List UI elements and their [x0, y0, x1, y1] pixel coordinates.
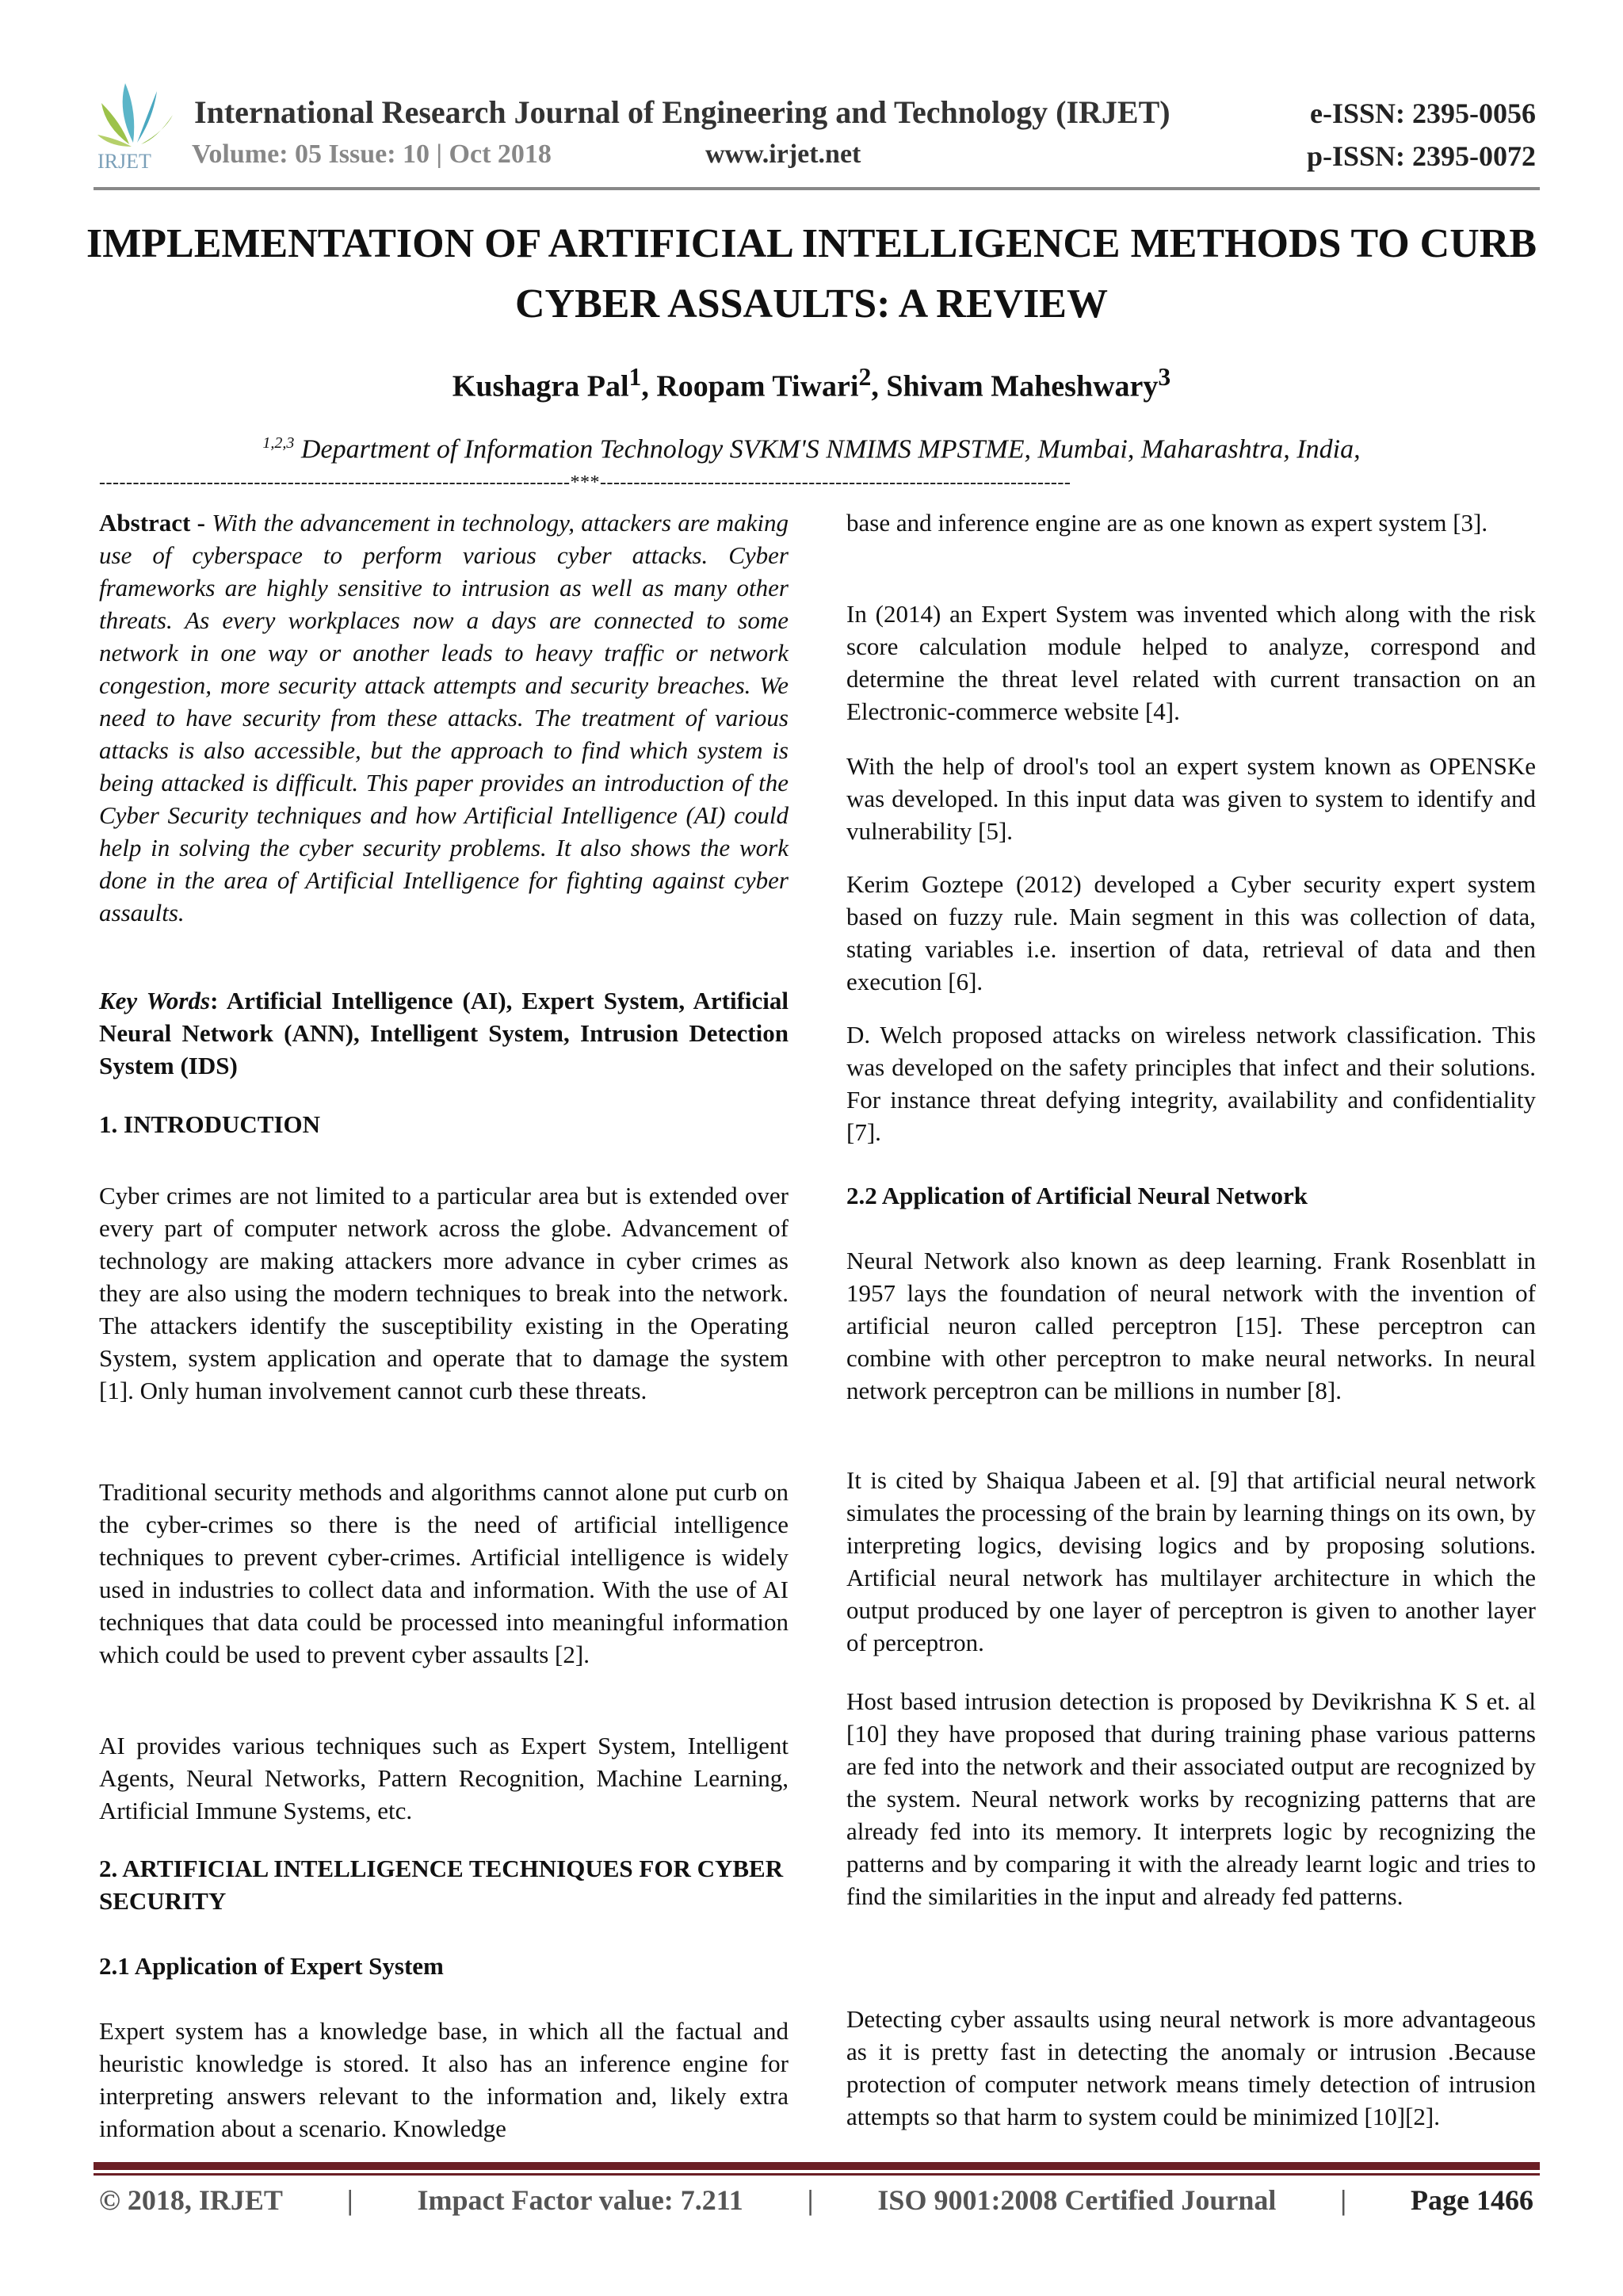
- journal-name: International Research Journal of Engineering and Technology (IRJET): [194, 94, 1170, 130]
- footer-rule: [94, 2162, 1540, 2170]
- paragraph: Cyber crimes are not limited to a particular area but is extended over every part of computer network across the globe. Advancement of technology are making attackers more advance in cyber crimes as they are also using the modern techniques to break into the network. The attackers identify the susceptibility existing in the Operating System, system application and operate that to damage the system [1]. Only human involvement cannot curb these threats.: [99, 1182, 789, 1404]
- subsection-heading: 2.2 Application of Artificial Neural Network: [846, 1182, 1308, 1209]
- iso-certification: ISO 9001:2008 Certified Journal: [877, 2184, 1277, 2216]
- subsection-heading: 2.1 Application of Expert System: [99, 1952, 444, 1980]
- section-heading: 1. INTRODUCTION: [99, 1110, 321, 1138]
- svg-text:IRJET: IRJET: [97, 150, 151, 173]
- author: Shivam Maheshwary: [886, 369, 1159, 403]
- keywords-label: Key Words: [99, 987, 211, 1014]
- paragraph: base and inference engine are as one known as expert system [3].: [846, 509, 1488, 537]
- irjet-logo: [94, 79, 181, 174]
- abstract-label: Abstract -: [99, 509, 212, 537]
- paragraph: Traditional security methods and algorithms cannot alone put curb on the cyber-crimes so there is the need of artificial intelligence techniques to prevent cyber-crimes. Artificial intelligence is widely used in industries to collect data and information. With the use of AI techniques that data could be processed into meaningful information which could be used to prevent cyber assaults [2].: [99, 1478, 789, 1668]
- author-sup: 2: [858, 363, 872, 391]
- abstract-text: With the advancement in technology, attackers are making use of cyberspace to perform various cyber attacks. Cyber frameworks are highly sensitive to intrusion as well as many other threats. As every workplaces now a days are connected to some network in one way or another leads to heavy traffic or network congestion, more security attack attempts and security breaches. We need to have security from these attacks. The treatment of various attacks is also accessible, but the approach to find which system is being attacked is difficult. This paper provides an introduction of the Cyber Security techniques and how Artificial Intelligence (AI) could help in solving the cyber security problems. It also shows the work done in the area of Artificial Intelligence for fighting against cyber assaults.: [99, 509, 789, 926]
- section-heading: 2. ARTIFICIAL INTELLIGENCE TECHNIQUES FOR CYBER SECURITY: [99, 1855, 784, 1915]
- journal-website: www.irjet.net: [705, 139, 861, 169]
- separator: ----------------------------------------------------------------------***----------------------------------------------------------------------: [99, 472, 1071, 493]
- impact-factor: Impact Factor value: 7.211: [417, 2184, 743, 2216]
- author: Kushagra Pal: [452, 369, 629, 403]
- footer-rule: [94, 2173, 1540, 2176]
- p-issn: p-ISSN: 2395-0072: [1306, 140, 1536, 172]
- affiliation-text: Department of Information Technology SVKM'S NMIMS MPSTME, Mumbai, Maharashtra, India,: [294, 434, 1361, 464]
- paragraph: Expert system has a knowledge base, in which all the factual and heuristic knowledge is stored. It also has an inference engine for interpreting answers relevant to the information and, likely extra information about a scenario. Knowledge: [99, 2017, 789, 2142]
- paragraph: AI provides various techniques such as Expert System, Intelligent Agents, Neural Networks, Pattern Recognition, Machine Learning, Artificial Immune Systems, etc.: [99, 1732, 789, 1824]
- paragraph: Host based intrusion detection is proposed by Devikrishna K S et. al [10] they have proposed that during training phase various patterns are fed into the network and their associated output are recognized by the system. Neural network works by recognizing patterns that are already fed into its memory. It interprets logic by recognizing the patterns and by comparing it with the already learnt logic and tries to find the similarities in the input and already fed patterns.: [846, 1687, 1536, 1910]
- keywords-text: : Artificial Intelligence (AI), Expert System, Artificial Neural Network (ANN), Intelligent System, Intrusion Detection System (IDS): [99, 987, 789, 1079]
- footer-separator: |: [1340, 2184, 1347, 2216]
- volume-issue: Volume: 05 Issue: 10 | Oct 2018: [192, 139, 552, 169]
- affiliation: [0, 434, 1623, 464]
- paragraph: Neural Network also known as deep learning. Frank Rosenblatt in 1957 lays the foundation of neural network with the invention of artificial neuron called perceptron [15]. These perceptron can combine with other perceptron to make neural networks. In neural network perceptron can be millions in number [8].: [846, 1247, 1536, 1404]
- paragraph: In (2014) an Expert System was invented which along with the risk score calculation module helped to analyze, correspond and determine the threat level related with current transaction on an Electronic-commerce website [4].: [846, 600, 1536, 725]
- keywords: [99, 984, 789, 1082]
- title-line: IMPLEMENTATION OF ARTIFICIAL INTELLIGENCE METHODS TO CURB: [86, 221, 1537, 266]
- authors: Kushagra Pal$^1$, Roopam Tiwari$^2$, Shivam Maheshwary$^3$: [452, 363, 1171, 403]
- paragraph: It is cited by Shaiqua Jabeen et al. [9] that artificial neural network simulates the processing of the brain by learning things on its own, by interpreting logics, devising logics and by proposing solutions. Artificial neural network has multilayer architecture in which the output produced by one layer of perceptron is given to another layer of perceptron.: [846, 1466, 1536, 1656]
- footer: [99, 2183, 1533, 2217]
- abstract: [99, 506, 789, 929]
- author-sup: 1: [628, 363, 642, 391]
- paragraph: Kerim Goztepe (2012) developed a Cyber security expert system based on fuzzy rule. Main segment in this was collection of data, stating variables i.e. insertion of data, retrieval of data and then execution [6].: [846, 870, 1536, 995]
- paragraph: Detecting cyber assaults using neural network is more advantageous as it is pretty fast in detecting the anomaly or intrusion .Because protection of computer network means timely detection of intrusion attempts so that harm to system could be minimized [10][2].: [846, 2005, 1536, 2130]
- page-number: Page 1466: [1410, 2184, 1533, 2216]
- affiliation-sup: 1,2,3: [262, 434, 295, 452]
- author: Roopam Tiwari: [656, 369, 859, 403]
- title-line: CYBER ASSAULTS: A REVIEW: [514, 281, 1108, 327]
- header-rule: [94, 187, 1540, 190]
- e-issn: e-ISSN: 2395-0056: [1310, 97, 1536, 129]
- paper-title: [79, 214, 1544, 334]
- paragraph: D. Welch proposed attacks on wireless network classification. This was developed on the safety principles that infect and their solutions. For instance threat defying integrity, availability and confidentiality [7].: [846, 1021, 1536, 1146]
- author-sup: 3: [1158, 363, 1171, 391]
- footer-separator: |: [346, 2184, 353, 2216]
- footer-separator: |: [807, 2184, 814, 2216]
- paragraph: With the help of drool's tool an expert system known as OPENSKe was developed. In this input data was given to system to identify and vulnerability [5].: [846, 752, 1536, 845]
- copyright: © 2018, IRJET: [99, 2184, 283, 2216]
